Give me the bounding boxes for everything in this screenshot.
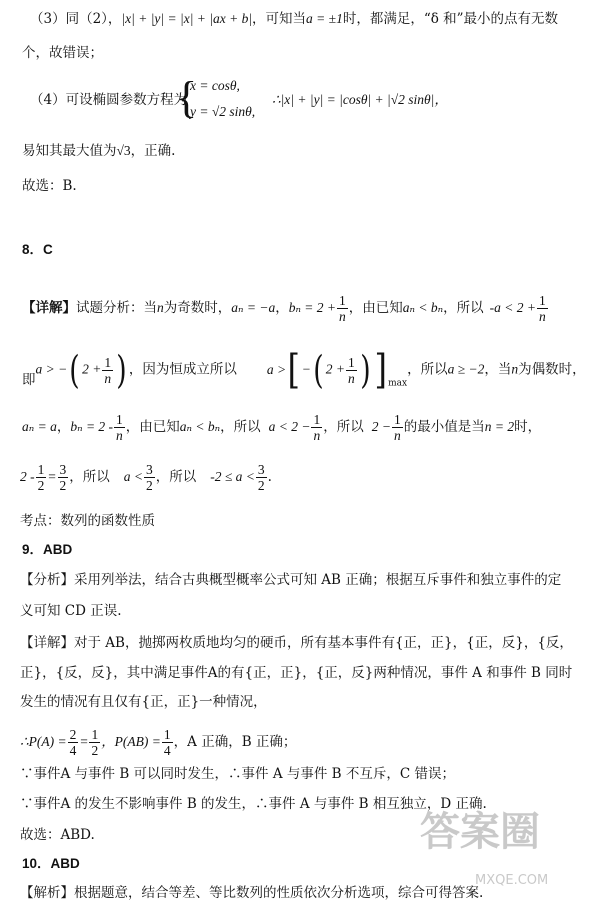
param-eq-y: y = √2 sinθ,: [190, 104, 256, 119]
part4-prefix: （4）可设椭圆参数方程为: [30, 92, 188, 108]
q9-analysis-2: 义可知 CD 正误.: [20, 603, 122, 619]
p-a: ∴P(A) =: [20, 734, 67, 749]
frac-1-n-e: [114, 412, 125, 443]
watermark-logo: 答案圈: [420, 809, 540, 855]
paren-open: (: [69, 348, 80, 392]
q8-l2-mid: ，因为恒成立所以: [128, 361, 237, 378]
q10-analysis: 【解析】根据题意，结合等差、等比数列的性质依次分析选项，综合可得答案.: [20, 885, 484, 901]
frac-1-n-d: [346, 355, 357, 386]
frac-num: 1: [393, 412, 401, 427]
watermark-url: MXQE.COM: [475, 873, 549, 888]
ineq-a: a > −: [35, 361, 68, 377]
frac-den: n: [313, 428, 321, 443]
frac-den: n: [116, 428, 123, 443]
max-text: 易知其最大值为: [22, 143, 117, 159]
q9-detail-2: 正}，{反，反}，其中满足事件A的有{正，正}，{正，反}两种情况，事件 A 和事件 B 同时: [20, 665, 573, 681]
frac-num: 1: [339, 293, 346, 308]
q8-l1-text: 试题分析：当: [76, 300, 157, 316]
frac-1-4: [162, 727, 173, 758]
an-lt-bn-2: aₙ < bₙ: [179, 419, 221, 434]
n-eq-2: n = 2: [484, 419, 515, 434]
frac-3-2-b: [144, 462, 155, 493]
q10-number: 10．ABD: [22, 856, 80, 871]
equals: =: [79, 734, 89, 749]
var-n: n: [157, 300, 164, 315]
frac-1-n-b: [537, 293, 548, 324]
two-plus-2: 2 +: [325, 361, 345, 377]
frac-num: 1: [538, 293, 546, 308]
ineq-b: a >: [266, 361, 287, 377]
an-eq-a: aₙ = a: [22, 419, 57, 434]
frac-1-n-g: [392, 412, 403, 443]
two-minus-2: 2 -: [20, 469, 35, 484]
kaodian: 考点：数列的函数性质: [20, 513, 155, 529]
choose-7: 故选：B.: [22, 178, 77, 194]
part3-text: ，可知当: [252, 11, 307, 27]
q8-l3-text-h: 时，: [514, 419, 542, 435]
q8-line4: [20, 462, 272, 493]
max-value: √3: [116, 143, 131, 158]
frac-2-4: [68, 727, 79, 758]
q8-l1-text-e: ，所以: [443, 300, 484, 316]
q9-analysis: 【分析】采用列举法，结合古典概型概率公式可知 AB 正确；根据互斥事件和独立事件的定: [20, 572, 562, 588]
q8-l3-text-e: ，所以: [220, 419, 261, 435]
q8-l3-text-d: ，由已知: [125, 419, 180, 435]
bracket-close: ]: [374, 347, 387, 393]
frac-3-2-c: [256, 462, 267, 493]
paren-open-2: (: [313, 348, 324, 392]
max-subscript: max: [388, 378, 408, 389]
q8-l4-so-2: ，所以: [155, 469, 197, 485]
q9-detail-3: 发生的情况有且仅有{正，正}一种情况，: [20, 694, 267, 710]
q8-l2-when: ，当: [484, 361, 512, 378]
frac-3-2: [58, 462, 69, 493]
part4-therefore: ∴|x| + |y| = |cosθ| + |√2 sinθ|，: [272, 92, 448, 107]
frac-num: 3: [257, 462, 265, 477]
q8-l3-text-f: ，所以: [323, 419, 364, 435]
final-range: -2 ≤ a <: [210, 469, 255, 484]
paren-close: ): [116, 348, 127, 392]
q8-l2-prefix: 即: [22, 371, 36, 388]
p-ab: ，P(AB) =: [101, 734, 161, 749]
q9-probability: [20, 727, 296, 758]
paren-close-2: ): [359, 348, 371, 392]
q8-l2-even: 为偶数时，: [518, 361, 586, 378]
q8-number: 8．C: [22, 242, 53, 257]
equals: =: [47, 469, 57, 484]
frac-1-2: [36, 462, 47, 493]
q8-line1: [22, 293, 549, 324]
frac-den: n: [538, 309, 546, 324]
part3-prefix: （3）同（2），: [30, 11, 122, 27]
bn-eq-2: bₙ = 2 -: [70, 419, 114, 434]
param-eq-x: x = cosθ,: [190, 78, 240, 93]
part3-line2: 个，故错误；: [22, 45, 103, 61]
neg-a-ineq: -a < 2 +: [489, 300, 536, 315]
an-lt-bn: aₙ < bₙ: [402, 300, 444, 315]
frac-den: 2: [91, 743, 99, 758]
system-brace: {: [176, 73, 198, 122]
q8-l1-comma: ，: [275, 300, 289, 316]
part3-line1: [30, 10, 558, 28]
frac-num: 1: [116, 412, 123, 427]
detail-tag: 【详解】: [22, 300, 76, 316]
q8-l2-so: ，所以: [407, 361, 448, 378]
frac-num: 1: [313, 412, 321, 427]
q8-line3: [22, 412, 541, 443]
q9-choose: 故选：ABD.: [20, 827, 95, 843]
q8-l3-comma: ，: [56, 419, 71, 435]
frac-den: n: [393, 428, 401, 443]
q8-l4-so: ，所以: [69, 469, 110, 485]
frac-1-2-b: [89, 727, 100, 758]
ab-correct: ，A 正确，B 正确；: [173, 734, 297, 750]
frac-den: 2: [146, 478, 153, 493]
two-plus: 2 +: [82, 361, 102, 377]
frac-num: 1: [104, 354, 112, 370]
frac-num: 3: [146, 462, 153, 477]
frac-den: n: [104, 370, 112, 386]
part3-text-2: 时，都满足，“δ 和”最小的点有无数: [342, 11, 559, 27]
frac-num: 1: [91, 727, 99, 742]
a-geq-neg2: a ≥ −2: [447, 361, 485, 377]
frac-1-n: [337, 293, 348, 324]
part3-expression: |x| + |y| = |x| + |ax + b|: [121, 11, 253, 26]
part3-condition: a = ±1: [306, 11, 343, 26]
period: .: [267, 469, 272, 485]
q9-number: 9．ABD: [22, 542, 73, 557]
frac-num: 2: [69, 727, 77, 742]
q8-l1-text-d: ，由已知: [348, 300, 403, 316]
max-text-2: ，正确.: [130, 143, 176, 159]
frac-num: 3: [59, 462, 67, 477]
an-eq: aₙ = −a: [231, 300, 276, 315]
part4-line2: [22, 142, 175, 160]
var-n-2: n: [511, 361, 519, 377]
q9-detail-1: 【详解】对于 AB，抛掷两枚质地均匀的硬币，所有基本事件有{正，正}，{正，反}，{反，: [20, 635, 573, 651]
frac-num: 1: [37, 462, 45, 477]
frac-den: 4: [163, 743, 171, 758]
q8-line2: 即a > −( 2 + $\frac{1}{n}$ ) ，因为恒成立所以 a >[ −( 2 + $\frac{1}{n}$ )] $_{max}$，所以a ≥ −2，当n为偶数时，: [22, 347, 586, 393]
q9-c-line: ∵事件A 与事件 B 可以同时发生，∴事件 A 与事件 B 不互斥，C 错误；: [20, 766, 455, 782]
q8-l3-text-g: 的最小值是当: [403, 419, 485, 435]
frac-den: n: [339, 309, 346, 324]
frac-1-n-f: [311, 412, 322, 443]
q8-l1-text-b: 为奇数时，: [163, 300, 232, 316]
frac-den: 2: [59, 478, 67, 493]
two-minus: 2 −: [371, 419, 391, 434]
frac-num: 1: [347, 354, 355, 370]
bracket-open: [: [287, 347, 301, 393]
frac-1-n-c: [102, 355, 113, 386]
frac-den: 4: [69, 743, 77, 758]
frac-den: 2: [257, 478, 265, 493]
a-lt-2-minus: a < 2 −: [268, 419, 311, 434]
q9-d-line: ∵事件A 的发生不影响事件 B 的发生，∴事件 A 与事件 B 相互独立，D 正确.: [20, 796, 487, 812]
a-lt: a <: [123, 469, 143, 484]
frac-den: 2: [37, 478, 45, 493]
frac-num: 1: [163, 727, 171, 742]
bn-eq: bₙ = 2 +: [288, 300, 337, 315]
frac-den: n: [347, 370, 355, 386]
